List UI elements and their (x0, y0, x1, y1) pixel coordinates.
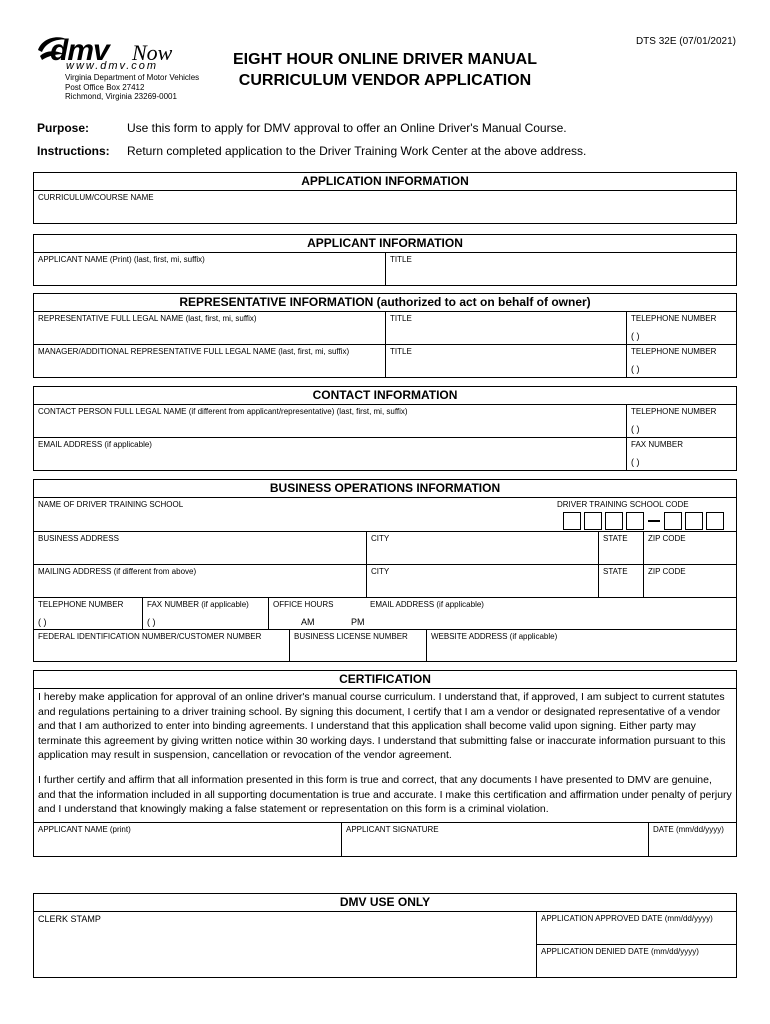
application-info-section (33, 172, 737, 224)
code-digit-box[interactable] (605, 512, 623, 530)
field-label: TITLE (390, 255, 412, 264)
business-operations-section (33, 479, 737, 662)
logo-dmv-text: dmv (50, 34, 109, 67)
field-label: OFFICE HOURS (273, 600, 334, 609)
logo-now-text: Now (132, 40, 173, 65)
code-digit-box[interactable] (584, 512, 602, 530)
code-digit-box[interactable] (706, 512, 724, 530)
area-code-parens: ( ) (631, 331, 640, 341)
code-digit-box[interactable] (685, 512, 703, 530)
form-number: DTS 32E (07/01/2021) (635, 36, 736, 47)
field-label: WEBSITE ADDRESS (if applicable) (431, 632, 558, 641)
dmv-logo (36, 34, 216, 104)
code-digit-box[interactable] (664, 512, 682, 530)
logo-url: www.dmv.com (66, 60, 159, 72)
business-state-field[interactable] (598, 531, 643, 564)
field-label: MANAGER/ADDITIONAL REPRESENTATIVE FULL LEGAL NAME (last, first, mi, suffix) (38, 347, 350, 356)
field-label: TELEPHONE NUMBER (631, 407, 717, 416)
rep-name-field[interactable] (34, 312, 385, 344)
field-label: TITLE (390, 347, 412, 356)
field-label: MAILING ADDRESS (if different from above) (38, 567, 197, 576)
title-line-2: CURRICULUM VENDOR APPLICATION (238, 72, 532, 89)
purpose-text: Use this form to apply for DMV approval to offer an Online Driver's Manual Course. (127, 121, 567, 135)
applicant-title-field[interactable] (385, 253, 736, 285)
field-label: APPLICANT SIGNATURE (346, 825, 439, 834)
address-line: Virginia Department of Motor Vehicles (65, 73, 200, 82)
field-label: FAX NUMBER (631, 440, 684, 449)
business-fax-field[interactable] (142, 597, 268, 629)
pm-label: PM (351, 617, 365, 627)
mgr-name-field[interactable] (34, 344, 385, 377)
field-label: CITY (371, 567, 390, 576)
cert-date-field[interactable] (648, 822, 736, 856)
section-heading: APPLICATION INFORMATION (34, 173, 736, 191)
dmv-use-only-section (33, 893, 737, 978)
field-label: FAX NUMBER (if applicable) (147, 600, 249, 609)
business-email-field[interactable] (366, 597, 736, 629)
mailing-state-field[interactable] (598, 564, 643, 597)
field-label: TELEPHONE NUMBER (38, 600, 124, 609)
area-code-parens: ( ) (631, 424, 640, 434)
field-label: APPLICANT NAME (Print) (last, first, mi, suffix) (38, 255, 205, 264)
course-name-field[interactable] (34, 191, 736, 223)
contact-email-field[interactable] (34, 437, 626, 470)
field-label: DATE (mm/dd/yyyy) (653, 825, 724, 834)
section-heading: DMV USE ONLY (34, 894, 736, 912)
code-digit-box[interactable] (626, 512, 644, 530)
mailing-address-field[interactable] (34, 564, 366, 597)
section-heading: CONTACT INFORMATION (34, 387, 736, 405)
field-label: CURRICULUM/COURSE NAME (38, 193, 154, 202)
instructions-text: Return completed application to the Driver Training Work Center at the above address. (127, 144, 587, 158)
area-code-parens: ( ) (631, 364, 640, 374)
school-name-field[interactable] (34, 498, 555, 531)
certification-paragraph-1: I hereby make application for approval of an online driver's manual course curriculum. I understand that, if approved, I am subject to current statutes and regulations pertaining to a driver training school. By signing this document, I certify that I am a vendor or designated representative of a vendor and that I am authorized to enter into binding agreements. I understand that this application shall become valid upon signing. Either party may terminate this agreement by giving written notice within 30 working days. I understand that submitting false or inaccurate information pursuant to this application may result in suspension, cancellation or revocation of the vendor agreement. (38, 691, 726, 761)
address-line: Post Office Box 27412 (65, 82, 145, 92)
field-label: EMAIL ADDRESS (if applicable) (38, 440, 152, 449)
field-label: EMAIL ADDRESS (if applicable) (370, 600, 484, 609)
field-label: APPLICATION APPROVED DATE (mm/dd/yyyy) (541, 914, 713, 923)
cert-applicant-name-field[interactable] (34, 822, 341, 856)
area-code-parens: ( ) (38, 617, 47, 627)
field-label: CLERK STAMP (38, 914, 101, 924)
representative-info-section (33, 293, 737, 378)
field-label: DRIVER TRAINING SCHOOL CODE (557, 500, 689, 509)
section-heading: REPRESENTATIVE INFORMATION (authorized to act on behalf of owner) (34, 294, 736, 312)
school-code-field[interactable] (555, 498, 736, 531)
instructions-label: Instructions: (37, 144, 110, 158)
applicant-info-section (33, 234, 737, 286)
rep-title-field[interactable] (385, 312, 626, 344)
clerk-stamp-area (34, 912, 536, 977)
contact-phone-field[interactable] (626, 405, 736, 437)
section-heading: CERTIFICATION (34, 671, 736, 689)
business-address-field[interactable] (34, 531, 366, 564)
fein-field[interactable] (34, 629, 289, 661)
mailing-zip-field[interactable] (643, 564, 736, 597)
purpose-label: Purpose: (37, 121, 90, 135)
field-label: BUSINESS ADDRESS (38, 534, 119, 543)
contact-person-field[interactable] (34, 405, 626, 437)
field-label: REPRESENTATIVE FULL LEGAL NAME (last, first, mi, suffix) (38, 314, 257, 323)
field-label: TELEPHONE NUMBER (631, 314, 717, 323)
business-phone-field[interactable] (34, 597, 142, 629)
section-heading: BUSINESS OPERATIONS INFORMATION (34, 480, 736, 498)
business-zip-field[interactable] (643, 531, 736, 564)
field-label: ZIP CODE (648, 534, 686, 543)
denied-date-field (536, 944, 736, 977)
mgr-phone-field[interactable] (626, 344, 736, 377)
code-digit-box[interactable] (563, 512, 581, 530)
field-label: NAME OF DRIVER TRAINING SCHOOL (38, 500, 184, 509)
applicant-signature-field[interactable] (341, 822, 648, 856)
certification-section (33, 670, 737, 857)
field-label: CITY (371, 534, 390, 543)
field-label: BUSINESS LICENSE NUMBER (294, 632, 408, 641)
contact-fax-field[interactable] (626, 437, 736, 470)
title-line-1: EIGHT HOUR ONLINE DRIVER MANUAL (233, 51, 537, 68)
applicant-name-field[interactable] (34, 253, 385, 285)
field-label: TELEPHONE NUMBER (631, 347, 717, 356)
field-label: STATE (603, 534, 628, 543)
approved-date-field (536, 912, 736, 944)
office-hours-field[interactable] (268, 597, 366, 629)
business-license-field[interactable] (289, 629, 426, 661)
contact-info-section (33, 386, 737, 471)
field-label: CONTACT PERSON FULL LEGAL NAME (if different from applicant/representative) (last, first, mi, suffix) (38, 407, 408, 416)
address-line: Richmond, Virginia 23269-0001 (65, 92, 177, 101)
website-field[interactable] (426, 629, 736, 661)
dmv-address (65, 73, 199, 102)
field-label: FEDERAL IDENTIFICATION NUMBER/CUSTOMER NUMBER (38, 632, 262, 641)
am-label: AM (301, 617, 315, 627)
field-label: ZIP CODE (648, 567, 686, 576)
field-label: STATE (603, 567, 628, 576)
field-label: TITLE (390, 314, 412, 323)
mailing-city-field[interactable] (366, 564, 598, 597)
rep-phone-field[interactable] (626, 312, 736, 344)
business-city-field[interactable] (366, 531, 598, 564)
section-heading: APPLICANT INFORMATION (34, 235, 736, 253)
field-label: APPLICATION DENIED DATE (mm/dd/yyyy) (541, 947, 699, 956)
area-code-parens: ( ) (147, 617, 156, 627)
field-label: APPLICANT NAME (print) (38, 825, 131, 834)
form-title (200, 49, 570, 91)
code-dash (648, 520, 660, 522)
area-code-parens: ( ) (631, 457, 640, 467)
mgr-title-field[interactable] (385, 344, 626, 377)
certification-paragraph-2: I further certify and affirm that all information presented in this form is true and correct, that any documents I have presented to DMV are genuine, and that the information included in all supporting documentation is true and accurate. I make this certification and affirmation under penalty of perjury and I understand that knowingly making a false statement or representation on this form is a criminal violation. (38, 774, 732, 815)
